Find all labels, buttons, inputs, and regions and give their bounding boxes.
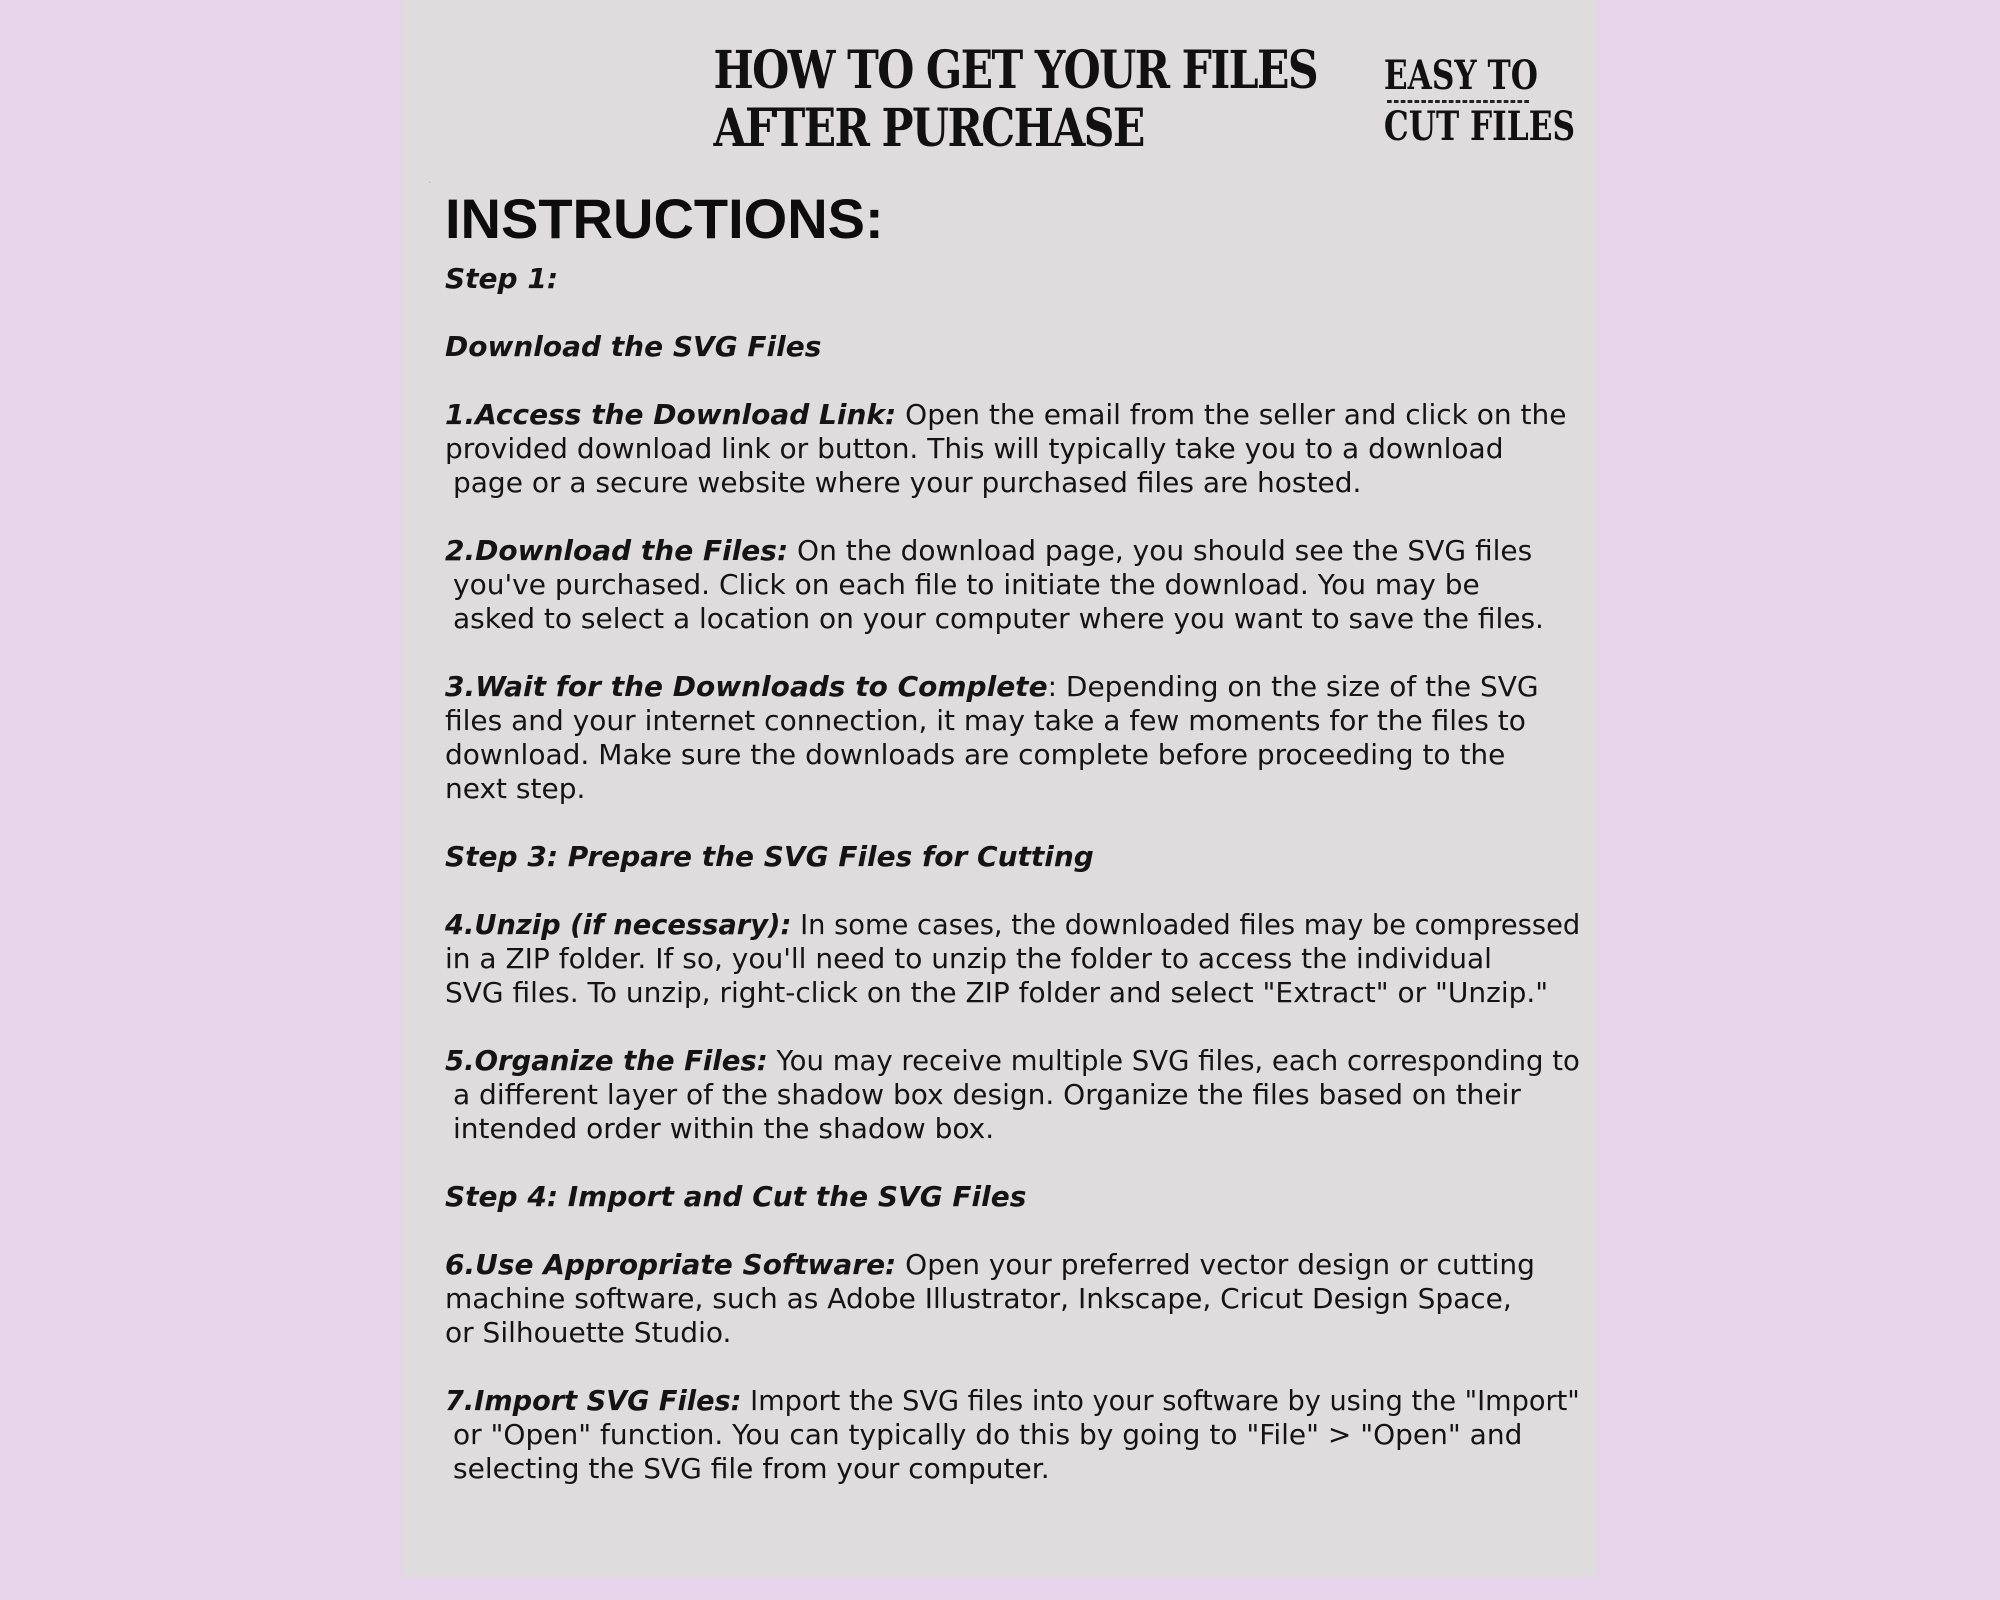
item4-line-3: SVG files. To unzip, right-click on the ZIP folder and select "Extract" or "Unzip." bbox=[445, 976, 1549, 1009]
title-line-2: AFTER PURCHASE bbox=[713, 98, 1144, 159]
item4-label: 4.Unzip (if necessary): bbox=[445, 908, 792, 941]
item6-line-2: machine software, such as Adobe Illustrator, Inkscape, Cricut Design Space, bbox=[445, 1282, 1512, 1315]
item7-label: 7.Import SVG Files: bbox=[445, 1384, 742, 1417]
item3-line-2: files and your internet connection, it may take a few moments for the files to bbox=[445, 704, 1526, 737]
instructions-body bbox=[445, 262, 1580, 1486]
item1-line-3: page or a secure website where your purchased files are hosted. bbox=[453, 466, 1362, 499]
item2-line-3: asked to select a location on your computer where you want to save the files. bbox=[453, 602, 1544, 635]
item1-label: 1.Access the Download Link: bbox=[445, 398, 897, 431]
item5-line-3: intended order within the shadow box. bbox=[453, 1112, 995, 1145]
item2-label: 2.Download the Files: bbox=[445, 534, 789, 567]
step4-heading: Step 4: Import and Cut the SVG Files bbox=[445, 1180, 1027, 1213]
step3-heading: Step 3: Prepare the SVG Files for Cutting bbox=[445, 840, 1094, 873]
item5-label: 5.Organize the Files: bbox=[445, 1044, 768, 1077]
item7-line-1: Import the SVG files into your software by using the "Import" bbox=[741, 1384, 1580, 1417]
item5-line-2: a different layer of the shadow box design. Organize the files based on their bbox=[453, 1078, 1521, 1111]
item1-line-1: Open the email from the seller and click on the bbox=[896, 398, 1567, 431]
item3-label: 3.Wait for the Downloads to Complete bbox=[445, 670, 1048, 703]
item7-line-3: selecting the SVG file from your computer. bbox=[453, 1452, 1050, 1485]
brand-line-1: EASY TO bbox=[1383, 52, 1538, 99]
brand-line-2: CUT FILES bbox=[1383, 103, 1576, 150]
item3-line-4: next step. bbox=[445, 772, 586, 805]
item3-line-3: download. Make sure the downloads are complete before proceeding to the bbox=[445, 738, 1506, 771]
instruction-sheet bbox=[403, 0, 1597, 1577]
instructions-heading: INSTRUCTIONS: bbox=[445, 187, 884, 250]
item5-line-1: You may receive multiple SVG files, each corresponding to bbox=[767, 1044, 1580, 1077]
item4-line-1: In some cases, the downloaded files may be compressed bbox=[791, 908, 1581, 941]
decorative-speck: ‧ bbox=[428, 178, 432, 189]
item3-line-1: : Depending on the size of the SVG bbox=[1047, 670, 1539, 703]
item6-line-3: or Silhouette Studio. bbox=[445, 1316, 732, 1349]
item2-line-1: On the download page, you should see the SVG files bbox=[788, 534, 1533, 567]
item6-label: 6.Use Appropriate Software: bbox=[445, 1248, 897, 1281]
instruction-item-1 bbox=[445, 398, 1580, 500]
step1-heading: Step 1: bbox=[445, 262, 559, 295]
item4-line-2: in a ZIP folder. If so, you'll need to unzip the folder to access the individual bbox=[445, 942, 1492, 975]
title-line-1: HOW TO GET YOUR FILES bbox=[713, 40, 1317, 101]
instruction-item-5 bbox=[445, 1044, 1580, 1146]
instruction-item-2 bbox=[445, 534, 1580, 636]
step1-subheading: Download the SVG Files bbox=[445, 330, 822, 363]
item6-line-1: Open your preferred vector design or cutting bbox=[896, 1248, 1535, 1281]
page-title bbox=[713, 40, 1317, 159]
instruction-item-3 bbox=[445, 670, 1580, 806]
item1-line-2: provided download link or button. This will typically take you to a download bbox=[445, 432, 1504, 465]
instruction-item-4 bbox=[445, 908, 1580, 1010]
brand-logo bbox=[1383, 52, 1576, 151]
item7-line-2: or "Open" function. You can typically do this by going to "File" > "Open" and bbox=[453, 1418, 1523, 1451]
item2-line-2: you've purchased. Click on each file to initiate the download. You may be bbox=[453, 568, 1480, 601]
instruction-item-6 bbox=[445, 1248, 1580, 1350]
instruction-item-7 bbox=[445, 1384, 1580, 1486]
